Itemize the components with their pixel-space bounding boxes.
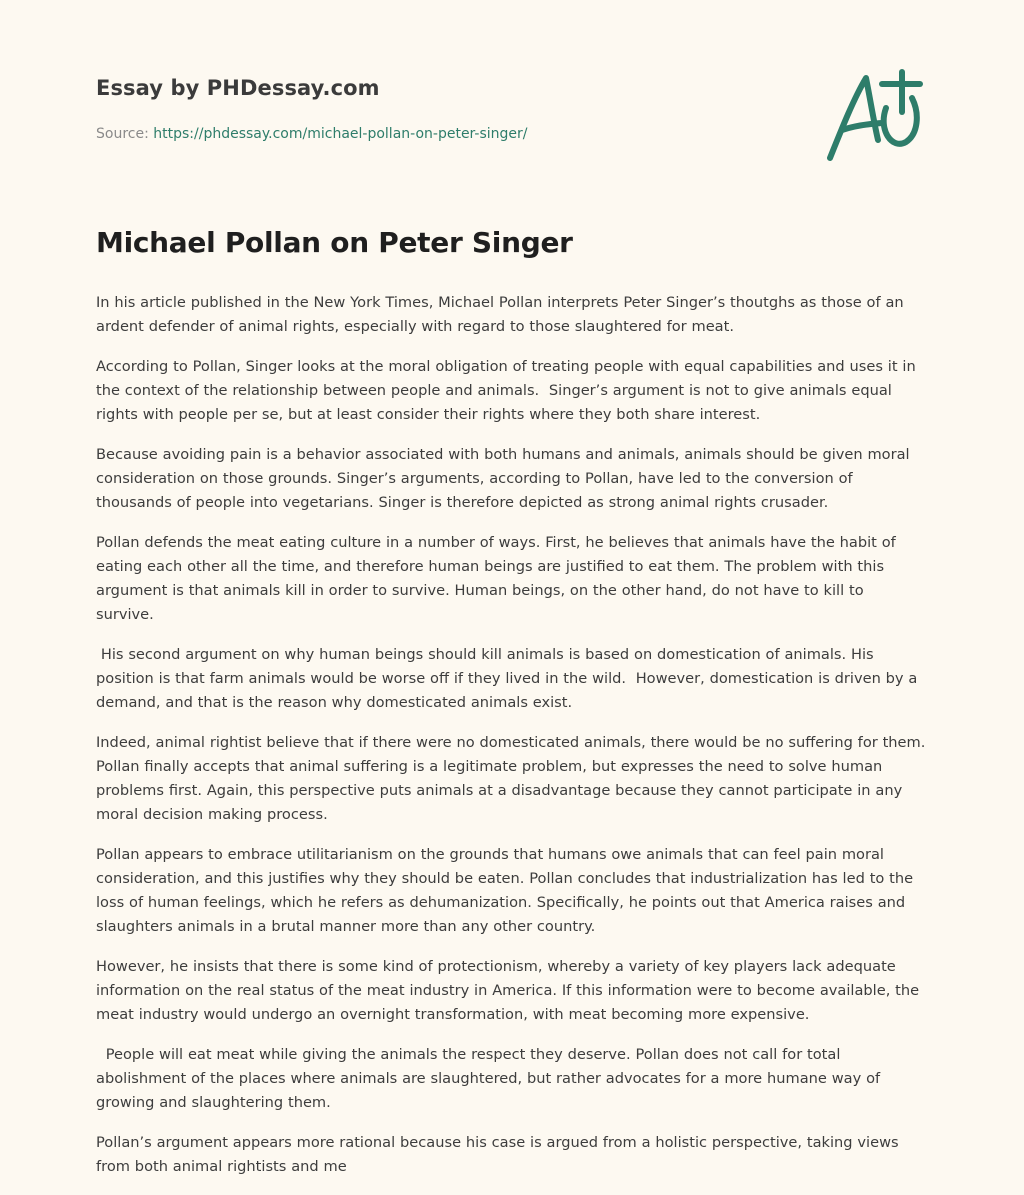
- essay-paragraph: Indeed, animal rightist believe that if there were no domesticated animals, there would be no suffering for them. Pollan finally accepts that animal suffering is a legitimate problem, but expresses the need to solve human problems first. Again, this perspective puts animals at a disadvantage because they cannot participate in any moral decision making process.: [96, 734, 931, 823]
- page-header: [96, 76, 796, 142]
- source-label: Source:: [96, 126, 149, 142]
- source-link[interactable]: https://phdessay.com/michael-pollan-on-peter-singer/: [153, 126, 528, 142]
- essay-body: [96, 226, 931, 1195]
- essay-paragraph: According to Pollan, Singer looks at the moral obligation of treating people with equal capabilities and uses it in the context of the relationship between people and animals. Singer’s argument is not to give animals equal rights with people per se, but at least consider their rights where they both share interest.: [96, 358, 921, 423]
- essay-paragraph: Because avoiding pain is a behavior associated with both humans and animals, animals should be given moral consideration on those grounds. Singer’s arguments, according to Pollan, have led to the conversion of thousands of people into vegetarians. Singer is therefore depicted as strong animal rights crusader.: [96, 446, 915, 511]
- essay-paragraph: Pollan appears to embrace utilitarianism on the grounds that humans owe animals that can feel pain moral consideration, and this justifies why they should be eaten. Pollan concludes that industrialization has led to the loss of human feelings, which he refers as dehumanization. Specifically, he points out that America raises and slaughters animals in a brutal manner more than any other country.: [96, 846, 918, 935]
- essay-paragraph: His second argument on why human beings should kill animals is based on domestication of animals. His position is that farm animals would be worse off if they lived in the wild. However, domestication is driven by a demand, and that is the reason why domesticated animals exist.: [96, 646, 923, 711]
- essay-paragraph: In his article published in the New York Times, Michael Pollan interprets Peter Singer’s thoutghs as those of an ardent defender of animal rights, especially with regard to those slaughtered for meat.: [96, 294, 909, 335]
- essay-title: Michael Pollan on Peter Singer: [96, 226, 573, 259]
- essay-paragraph: However, he insists that there is some kind of protectionism, whereby a variety of key players lack adequate information on the real status of the meat industry in America. If this information were to become available, the meat industry would undergo an overnight transformation, with meat becoming more expensive.: [96, 958, 924, 1023]
- essay-paragraph: Pollan defends the meat eating culture in a number of ways. First, he believes that animals have the habit of eating each other all the time, and therefore human beings are justified to eat them. The problem with this argument is that animals kill in order to survive. Human beings, on the other hand, do not have to kill to survive.: [96, 534, 901, 623]
- essay-paragraph: Pollan’s argument appears more rational because his case is argued from a holistic perspective, taking views from both animal rightists and me: [96, 1134, 904, 1175]
- a-plus-grade-icon: [820, 68, 930, 168]
- essay-paragraphs: [96, 291, 931, 1179]
- essay-paragraph: People will eat meat while giving the animals the respect they deserve. Pollan does not call for total abolishment of the places where animals are slaughtered, but rather advocates for a more humane way of growing and slaughtering them.: [96, 1046, 885, 1111]
- source-line: [96, 126, 796, 142]
- site-title: Essay by PHDessay.com: [96, 76, 380, 100]
